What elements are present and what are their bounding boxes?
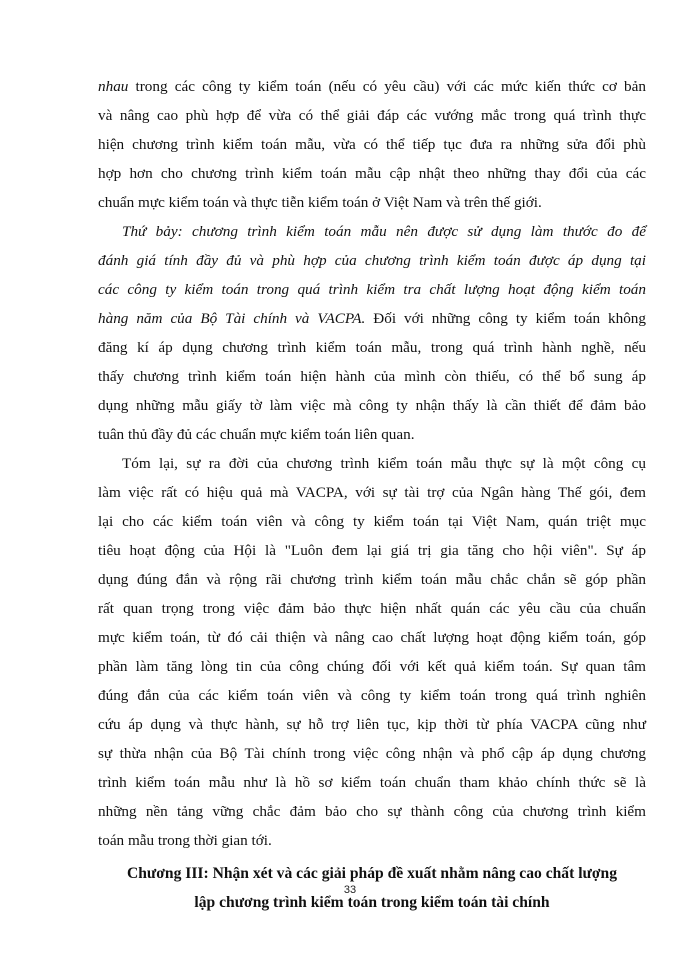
text-line: đánh giá tính đầy đủ và phù hợp của chương trình kiểm toán được áp dụng tại (98, 252, 646, 269)
text-line: tiêu hoạt động của Hội là "Luôn đem lại giá trị gia tăng cho hội viên". Sự áp (98, 542, 646, 559)
text-line: lại cho các kiểm toán viên và công ty kiểm toán tại Việt Nam, quán triệt mục (98, 513, 646, 530)
text-line: cứu áp dụng và thực hành, sự hỗ trợ liên tục, kịp thời từ phía VACPA cũng như (98, 716, 646, 733)
chapter-heading-line: Chương III: Nhận xét và các giải pháp đề xuất nhằm nâng cao chất lượng (126, 865, 617, 882)
text-line: phần làm tăng lòng tin của công chúng đối với kết quả kiểm toán. Sự quan tâm (98, 658, 646, 675)
text-line: Tóm lại, sự ra đời của chương trình kiểm toán mẫu thực sự là một công cụ (122, 455, 646, 472)
text-line: và nâng cao phù hợp để vừa có thể giải đáp các vướng mắc trong quá trình thực (98, 107, 646, 124)
text-line: hàng năm của Bộ Tài chính và VACPA. Đối với những công ty kiểm toán không (98, 310, 646, 327)
text-line: dụng đúng đắn và rộng rãi chương trình kiểm toán mẫu chắc chắn sẽ góp phần (98, 571, 646, 588)
text-line: trình kiểm toán mẫu như là hồ sơ kiểm toán chuẩn tham khảo chính thức sẽ là (98, 774, 646, 791)
text-line: rất quan trọng trong việc đảm bảo thực hiện nhất quán các yêu cầu của chuẩn (98, 600, 646, 617)
italic-text: nhau (98, 78, 129, 95)
text-line: các công ty kiểm toán trong quá trình kiểm tra chất lượng hoạt động kiểm toán (98, 281, 646, 298)
page-number: 33 (343, 884, 357, 896)
paragraph-continuation (98, 72, 646, 217)
italic-text: hàng năm của Bộ Tài chính và VACPA. (98, 310, 366, 327)
body-text (98, 72, 646, 917)
text-line: nhau trong các công ty kiểm toán (nếu có yêu cầu) với các mức kiến thức cơ bản (98, 78, 646, 95)
text-line: mực kiểm toán, từ đó cải thiện và nâng cao chất lượng hoạt động kiểm toán, góp (98, 629, 646, 646)
text-line: đúng đắn của các kiểm toán viên và công ty kiểm toán trong quá trình nghiên (98, 687, 646, 704)
text-line: toán mẫu trong thời gian tới. (98, 832, 272, 849)
text-line: đăng kí áp dụng chương trình kiểm toán mẫu, trong quá trình hành nghề, nếu (98, 339, 646, 356)
text-line: những nền tảng vững chắc đảm bảo cho sự thành công của chương trình kiểm (98, 803, 646, 820)
text-line: thấy chương trình kiểm toán hiện hành của mình còn thiếu, có thể bổ sung áp (98, 368, 646, 385)
paragraph-summary (98, 449, 646, 855)
paragraph-seventh-point (98, 217, 646, 449)
text-line: chuẩn mực kiểm toán và thực tiễn kiểm toán ở Việt Nam và trên thế giới. (98, 194, 542, 211)
text-line: Thứ bảy: chương trình kiểm toán mẫu nên được sử dụng làm thước đo để (122, 223, 646, 240)
text-line: tuân thủ đầy đủ các chuẩn mực kiểm toán liên quan. (98, 426, 415, 443)
text-line: làm việc rất có hiệu quả mà VACPA, với sự tài trợ của Ngân hàng Thế gói, đem (98, 484, 646, 501)
chapter-heading-line: lập chương trình kiểm toán trong kiểm toán tài chính (194, 894, 550, 911)
text-line: sự thừa nhận của Bộ Tài chính trong việc công nhận và phổ cập áp dụng chương (98, 745, 646, 762)
text-line: hiện chương trình kiểm toán mẫu, vừa có thể tiếp tục đưa ra những sửa đổi phù (98, 136, 646, 153)
text-line: hợp hơn cho chương trình kiểm toán mẫu cập nhật theo những thay đổi của các (98, 165, 646, 182)
text-line: dụng những mẫu giấy tờ làm việc mà công ty nhận thấy là cần thiết để đảm bảo (98, 397, 646, 414)
